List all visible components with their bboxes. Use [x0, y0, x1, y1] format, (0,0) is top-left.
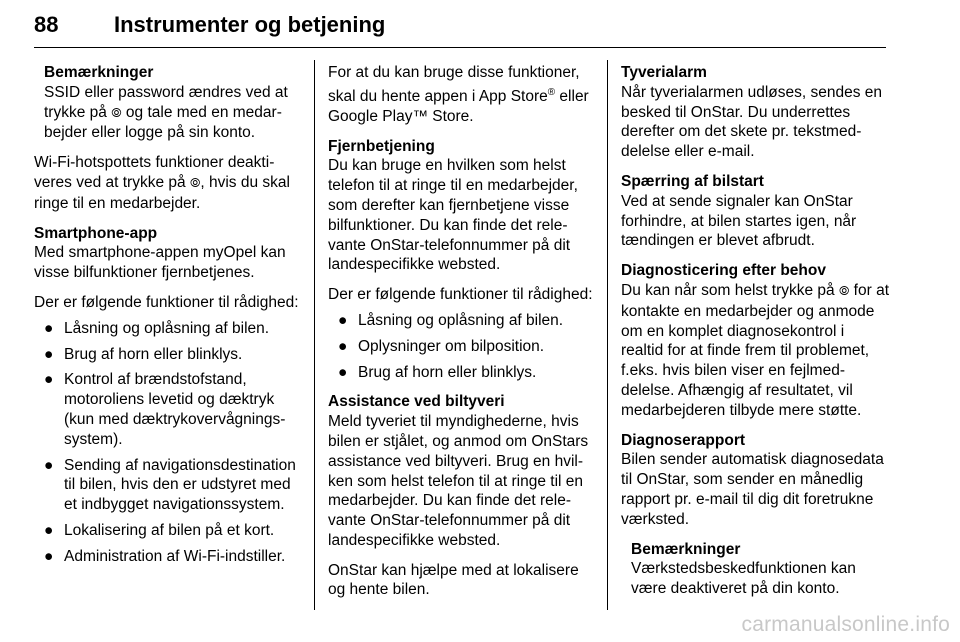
- remote-text: Du kan bruge en hvilken som helst telefon til at ringe til en medarbejder, som derefter kan fjernbetjene visse bilfunktioner. Du kan finde det relevante OnStar-telefonnummer på dit landespecifikke websted.: [328, 157, 578, 274]
- list-item: ● Sending af navigationsdestination til bilen, hvis den er udstyret med et indbygget navigationssystem.: [44, 456, 296, 514]
- alarm-heading: Tyverialarm: [621, 64, 707, 81]
- theft-heading: Assistance ved biltyveri: [328, 393, 505, 411]
- diag-heading: Diagnosticering efter behov: [621, 262, 826, 280]
- bullet-icon: ●: [44, 521, 54, 539]
- note-text: SSID eller password ændres ved at trykke på ⦾ og tale med en medarbejder eller logge på sin konto.: [44, 83, 288, 142]
- list-item: ● Brug af horn eller blinklys.: [44, 345, 243, 363]
- list-item: ● Kontrol af brændstofstand, motoroliens levetid og dæktryk (kun med dæktrykovervågningssystem).: [44, 371, 286, 448]
- list-item: ● Låsning og oplåsning af bilen.: [44, 319, 270, 337]
- theft-text: Meld tyveriet til myndighederne, hvis bilen er stjålet, og anmod om OnStars assistance ved biltyveri. Brug en hvilken som helst telefon til at ringe til en medarbejder. Du kan finde det relevante OnStar-telefonnummer på dit landespecifikke websted.: [328, 413, 589, 549]
- column-right: [621, 63, 889, 599]
- column-middle: [328, 63, 596, 600]
- onstar-button-icon: ⦾: [189, 175, 201, 191]
- bullet-icon: ●: [338, 311, 348, 329]
- smartphone-text: Med smartphone-appen myOpel kan visse bilfunktioner fjernbetjenes.: [34, 244, 286, 282]
- list-item: ● Oplysninger om bilposition.: [338, 337, 545, 355]
- bullet-icon: ●: [338, 337, 348, 355]
- functions-intro: Der er følgende funktioner til rådighed:: [328, 286, 593, 304]
- wifi-paragraph: Wi-Fi-hotspottets funktioner deaktiveres ved at trykke på ⦾, hvis du skal ringe til en medarbejder.: [34, 154, 290, 212]
- remote-functions-list: [328, 311, 596, 382]
- bullet-icon: ●: [44, 319, 54, 337]
- bullet-icon: ●: [44, 371, 54, 389]
- remote-heading: Fjernbetjening: [328, 137, 435, 155]
- page-number: 88: [34, 12, 59, 37]
- onstar-button-icon: ⦾: [111, 105, 122, 121]
- list-item: ● Brug af horn eller blinklys.: [338, 363, 537, 381]
- block-heading: Spærring af bilstart: [621, 172, 764, 190]
- note-box: [34, 63, 302, 143]
- smartphone-heading: Smartphone-app: [34, 224, 158, 242]
- locate-text: OnStar kan hjælpe med at lokalisere og hente bilen.: [328, 561, 579, 599]
- bullet-icon: ●: [338, 363, 348, 381]
- note-heading: Bemærkninger: [631, 540, 741, 558]
- onstar-button-icon: ⦾: [838, 283, 850, 299]
- bullet-icon: ●: [44, 345, 54, 363]
- header-rule: [34, 47, 886, 48]
- report-text: Bilen sender automatisk diagnosedata til OnStar, som sender en månedlig rapport pr. e-mail til dig dit foretrukne værksted.: [621, 451, 884, 528]
- app-paragraph: For at du kan bruge disse funktioner, skal du hente appen i App Store® eller Google Play™ Store.: [328, 64, 589, 125]
- column-left: [34, 63, 302, 577]
- column-divider-1: [314, 60, 315, 610]
- page-header: [0, 0, 960, 50]
- bullet-icon: ●: [44, 547, 54, 565]
- note-box: [621, 540, 889, 599]
- diag-text: Du kan når som helst trykke på ⦾ for at kontakte en medarbejder og anmode om en komplet diagnosekontrol i realtid for at finde frem til problemet, f.eks. hvis bilen viser en fejlmeddelelse. Afhængig af resultatet, vil medarbejderen tilbyde mere støtte.: [621, 281, 890, 419]
- functions-list: [34, 319, 302, 567]
- report-heading: Diagnoserapport: [621, 431, 746, 449]
- note-text: Værkstedsbeskedfunktionen kan være deaktiveret på din konto.: [631, 560, 856, 598]
- functions-intro: Der er følgende funktioner til rådighed:: [34, 293, 299, 311]
- block-text: Ved at sende signaler kan OnStar forhindre, at bilen startes igen, når tændingen er blevet afbrudt.: [621, 192, 857, 250]
- bullet-icon: ●: [44, 456, 54, 474]
- note-heading: Bemærkninger: [44, 64, 154, 81]
- column-divider-2: [607, 60, 608, 610]
- list-item: ● Administration af Wi-Fi-indstiller.: [44, 547, 286, 565]
- list-item: ● Låsning og oplåsning af bilen.: [338, 311, 564, 329]
- list-item: ● Lokalisering af bilen på et kort.: [44, 521, 275, 539]
- watermark: carmanualsonline.info: [741, 613, 950, 636]
- alarm-text: Når tyverialarmen udløses, sendes en besked til OnStar. Du underrettes derefter om det skete pr. tekstmeddelelse eller e-mail.: [621, 83, 883, 161]
- page-title: Instrumenter og betjening: [114, 12, 386, 37]
